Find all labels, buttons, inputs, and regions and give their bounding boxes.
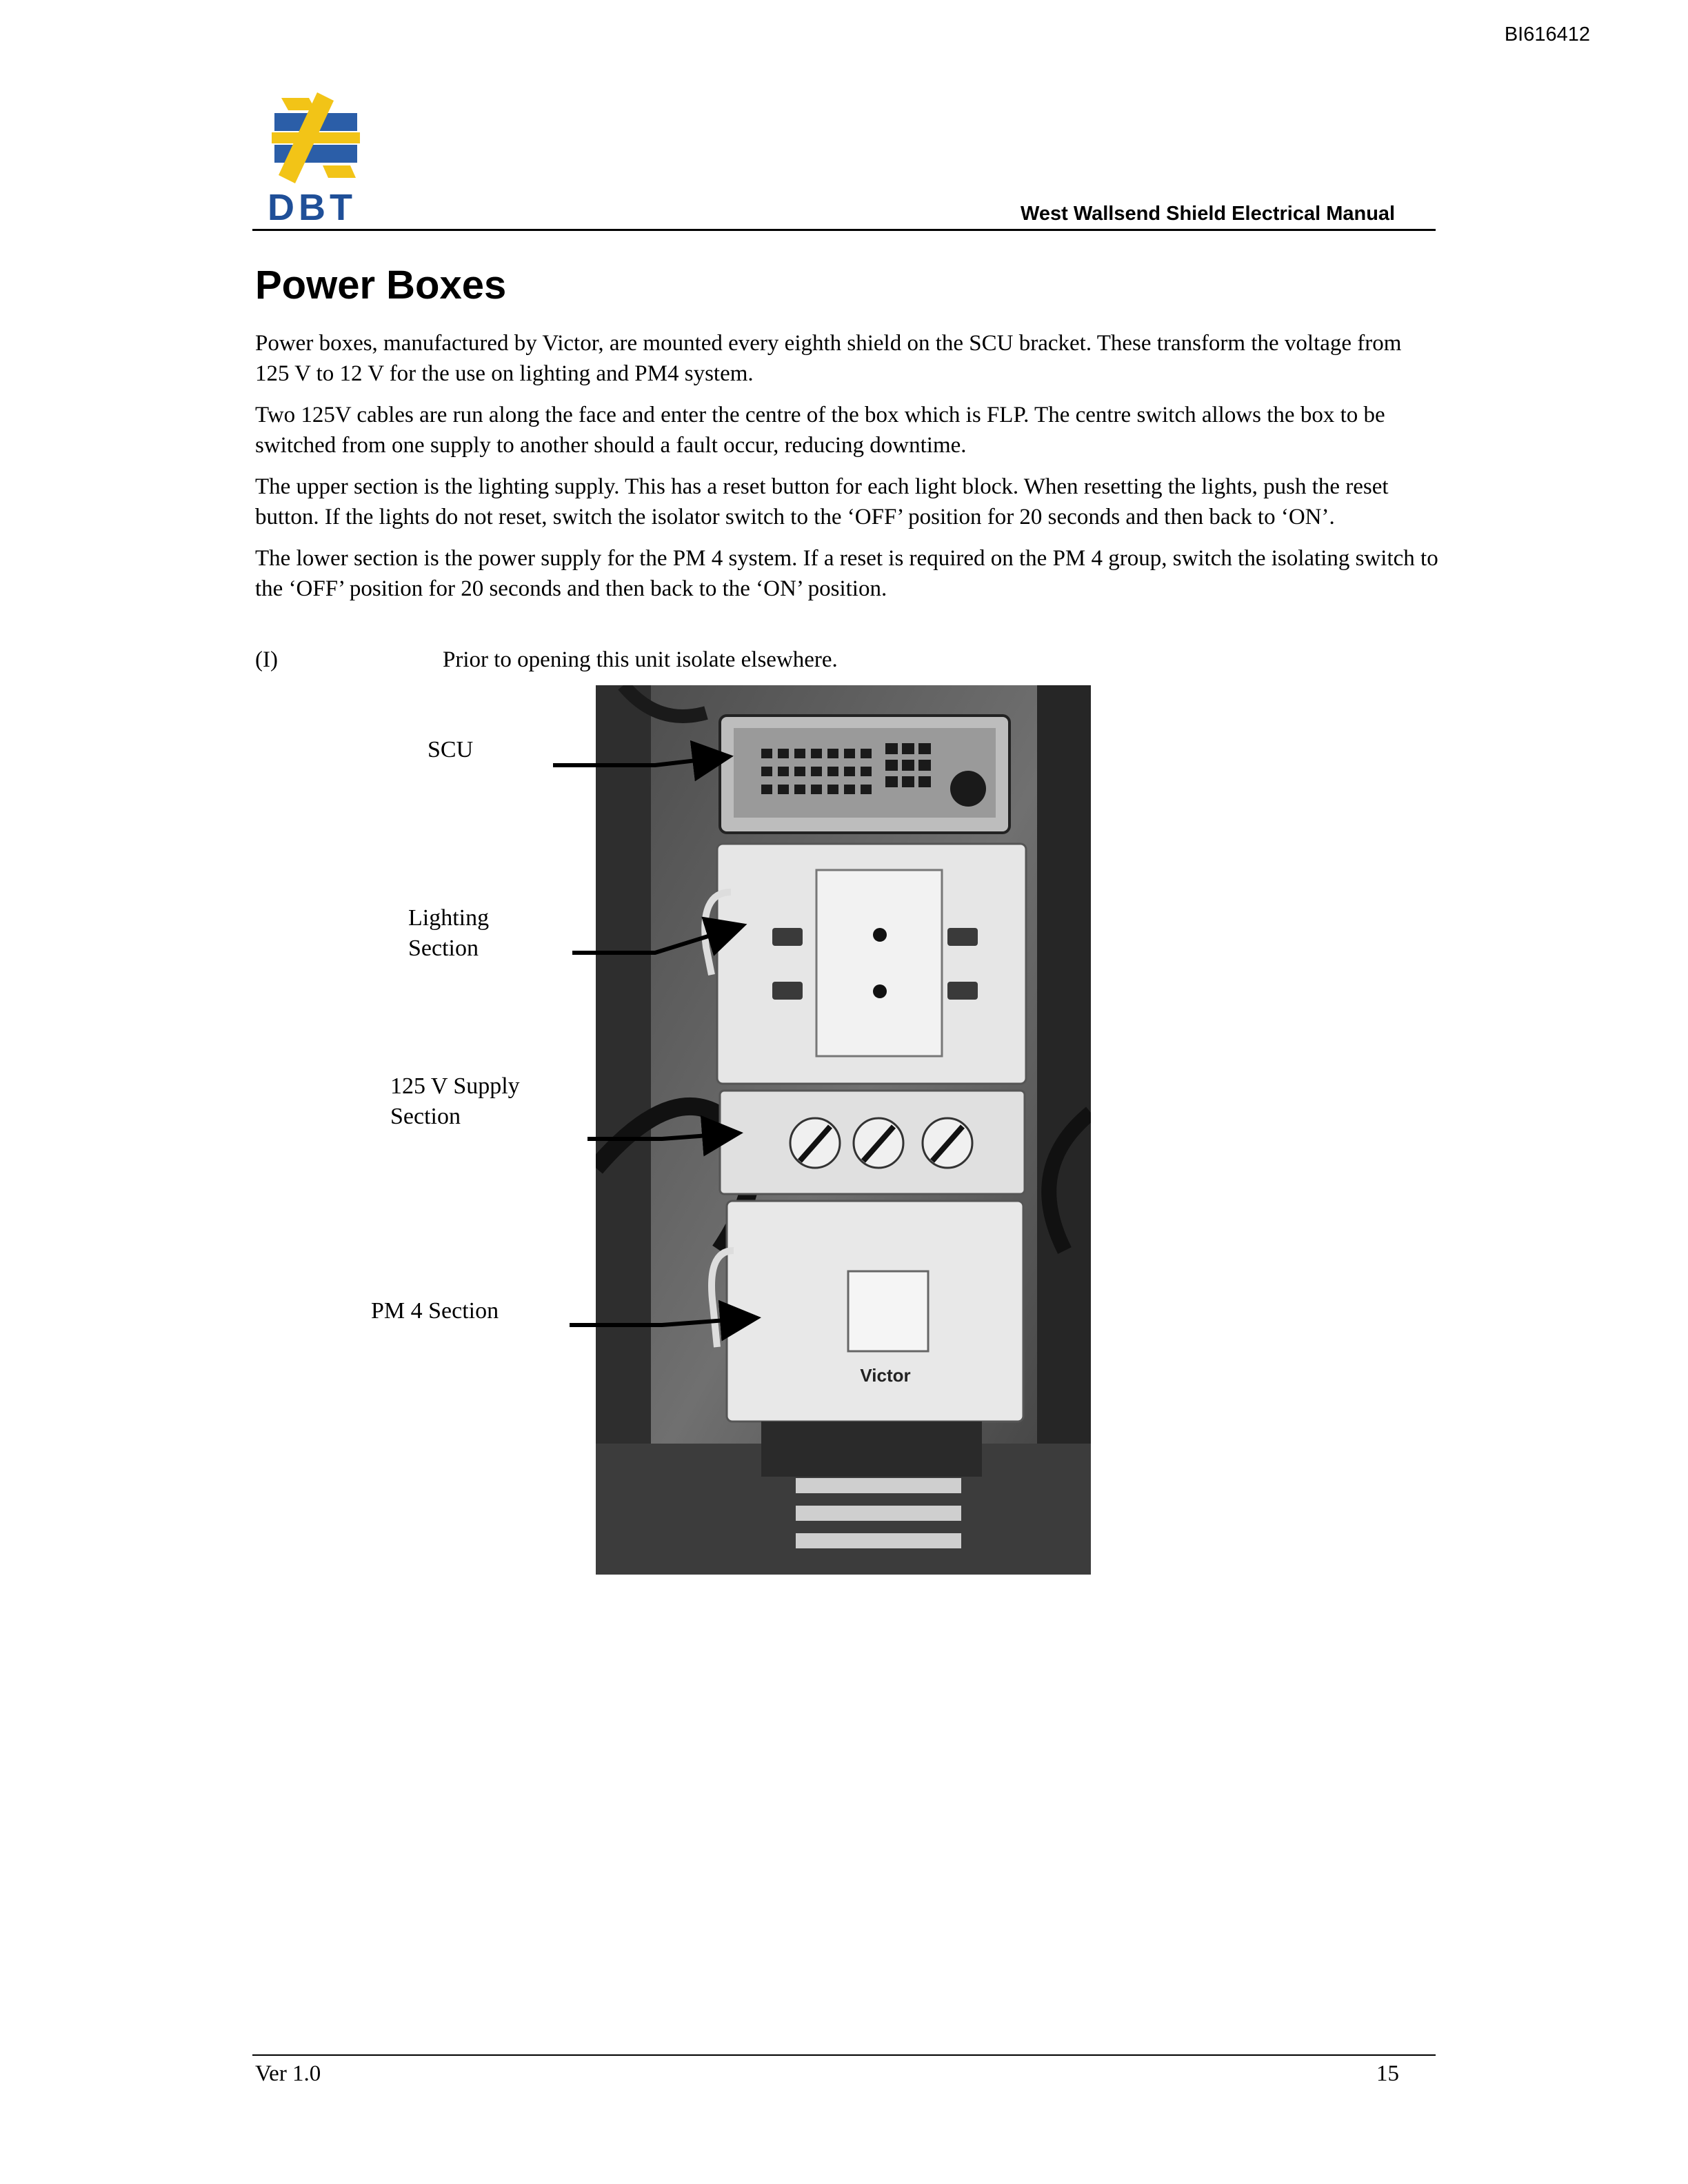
footer-version: Ver 1.0 (255, 2061, 321, 2086)
victor-brand-label: Victor (860, 1365, 911, 1386)
callout-supply-line1: 125 V Supply (390, 1073, 520, 1099)
callout-lighting-section (408, 903, 489, 964)
dbt-logo (268, 91, 371, 226)
dbt-logo-mark (268, 91, 371, 188)
callout-lighting-line2: Section (408, 936, 479, 961)
callout-scu: SCU (428, 737, 474, 762)
callout-supply-line2: Section (390, 1104, 461, 1129)
paragraph-pm4: The lower section is the power supply for the PM 4 system. If a reset is required on the PM 4 group, switch the isolating switch to the ‘OFF’ position for 20 seconds and then back to the ‘ON’ position. (255, 546, 1438, 601)
page-title: Power Boxes (255, 263, 507, 307)
note-text: Prior to opening this unit isolate elsewhere. (443, 647, 838, 672)
document-id: BI616412 (1504, 23, 1590, 46)
paragraph-cables: Two 125V cables are run along the face and enter the centre of the box which is FLP. The centre switch allows the box to be switched from one supply to another should a fault occur, reducing downtime. (255, 403, 1385, 458)
power-box-photo (596, 685, 1091, 1575)
callout-supply-section (390, 1071, 520, 1132)
page-number: 15 (1376, 2061, 1399, 2086)
header-divider (252, 229, 1436, 231)
paragraph-intro: Power boxes, manufactured by Victor, are mounted every eighth shield on the SCU bracket. These transform the voltage from 125 V to 12 V for the use on lighting and PM4 system. (255, 331, 1402, 386)
footer-divider (252, 2054, 1436, 2056)
callout-pm4-section: PM 4 Section (371, 1298, 499, 1324)
logo-text: DBT (268, 187, 356, 228)
header-title: West Wallsend Shield Electrical Manual (1021, 203, 1396, 225)
note-marker: (I) (255, 647, 278, 672)
body-text (255, 328, 1441, 615)
callout-lighting-line1: Lighting (408, 905, 490, 931)
paragraph-lighting: The upper section is the lighting supply. This has a reset button for each light block. When resetting the lights, push the reset button. If the lights do not reset, switch the isolator switch to the ‘OFF’ position for 20 seconds and then back to ‘ON’. (255, 474, 1389, 529)
